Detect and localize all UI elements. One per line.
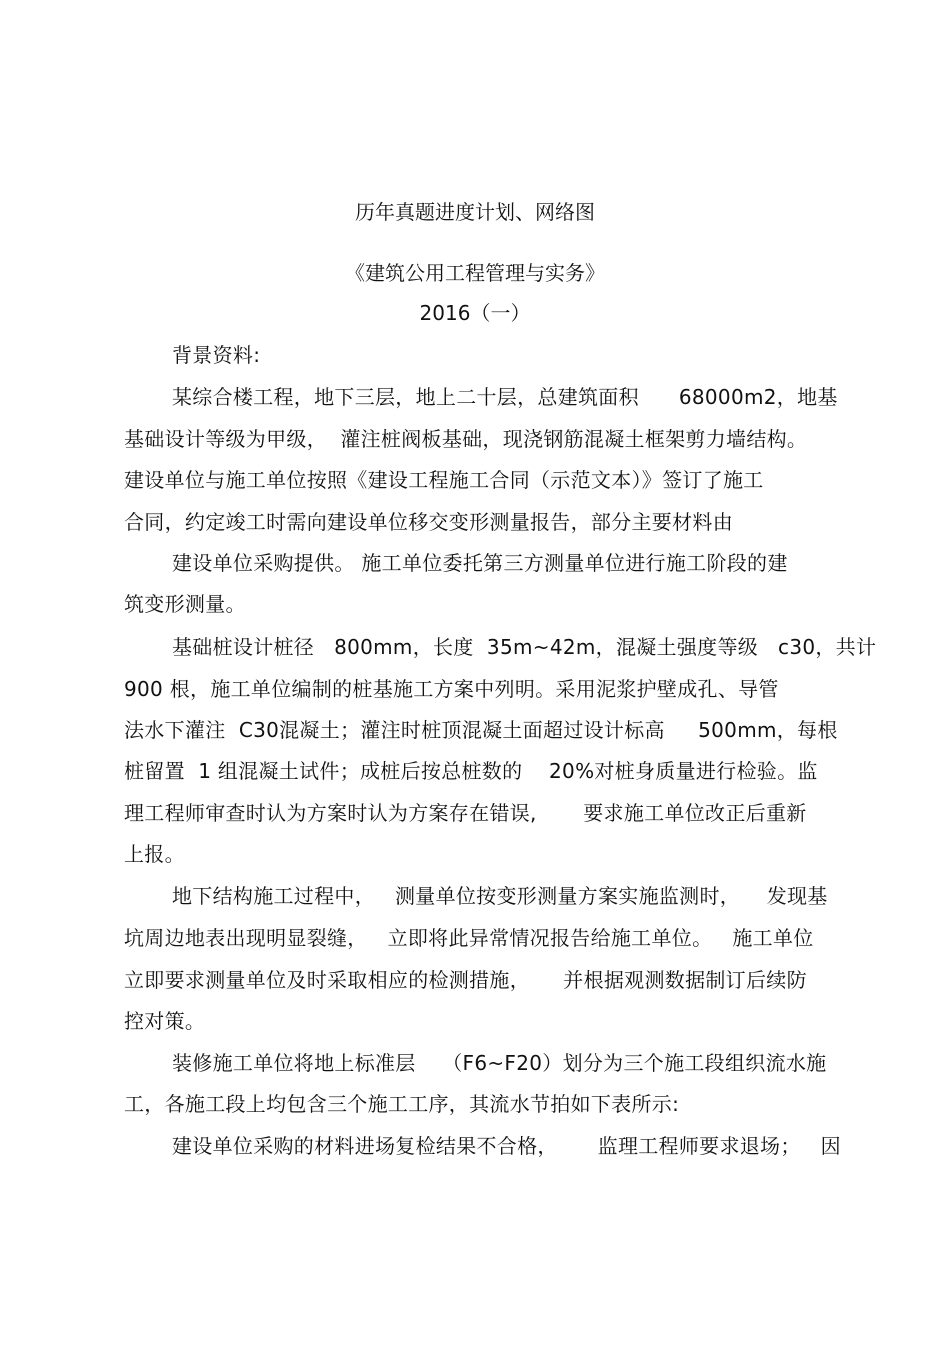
paragraph-line: 装修施工单位将地上标准层 （F6~F20）划分为三个施工段组织流水施	[172, 1051, 827, 1075]
paragraph-line: 坑周边地表出现明显裂缝， 立即将此异常情况报告给施工单位。 施工单位	[124, 926, 814, 950]
paragraph-line: 建设单位采购的材料进场复检结果不合格， 监理工程师要求退场； 因	[172, 1134, 841, 1158]
paragraph-line: 900 根，施工单位编制的桩基施工方案中列明。采用泥浆护壁成孔、导管	[124, 677, 779, 701]
paragraph-line: 地下结构施工过程中， 测量单位按变形测量方案实施监测时， 发现基	[172, 884, 828, 908]
year-heading: 2016（一）	[419, 301, 531, 325]
paragraph-line: 工，各施工段上均包含三个施工工序，其流水节拍如下表所示:	[124, 1092, 680, 1116]
paragraph-line: 合同，约定竣工时需向建设单位移交变形测量报告，部分主要材料由	[124, 510, 733, 534]
paragraph-line: 基础设计等级为甲级， 灌注桩阀板基础，现浇钢筋混凝土框架剪力墙结构。	[124, 427, 808, 451]
document-title: 历年真题进度计划、网络图	[355, 200, 595, 224]
paragraph-line: 理工程师审查时认为方案时认为方案存在错误, 要求施工单位改正后重新	[124, 801, 807, 825]
paragraph-line: 桩留置 1 组混凝土试件；成桩后按总桩数的 20%对桩身质量进行检验。监	[124, 759, 818, 783]
paragraph-line: 筑变形测量。	[124, 592, 246, 616]
paragraph-line: 立即要求测量单位及时采取相应的检测措施， 并根据观测数据制订后续防	[124, 968, 807, 992]
paragraph-line: 某综合楼工程，地下三层，地上二十层，总建筑面积 68000m2，地基	[172, 385, 838, 409]
paragraph-line: 上报。	[124, 842, 185, 866]
paragraph-line: 建设单位与施工单位按照《建设工程施工合同（示范文本）》签订了施工	[124, 468, 764, 492]
document-subtitle: 《建筑公用工程管理与实务》	[345, 261, 605, 285]
paragraph-line: 控对策。	[124, 1009, 206, 1033]
section-label: 背景资料:	[172, 343, 261, 367]
paragraph-line: 基础桩设计桩径 800mm，长度 35m~42m，混凝土强度等级 c30，共计	[172, 635, 877, 659]
paragraph-line: 建设单位采购提供。 施工单位委托第三方测量单位进行施工阶段的建	[172, 551, 788, 575]
paragraph-line: 法水下灌注 C30混凝土；灌注时桩顶混凝土面超过设计标高 500mm，每根	[124, 718, 838, 742]
